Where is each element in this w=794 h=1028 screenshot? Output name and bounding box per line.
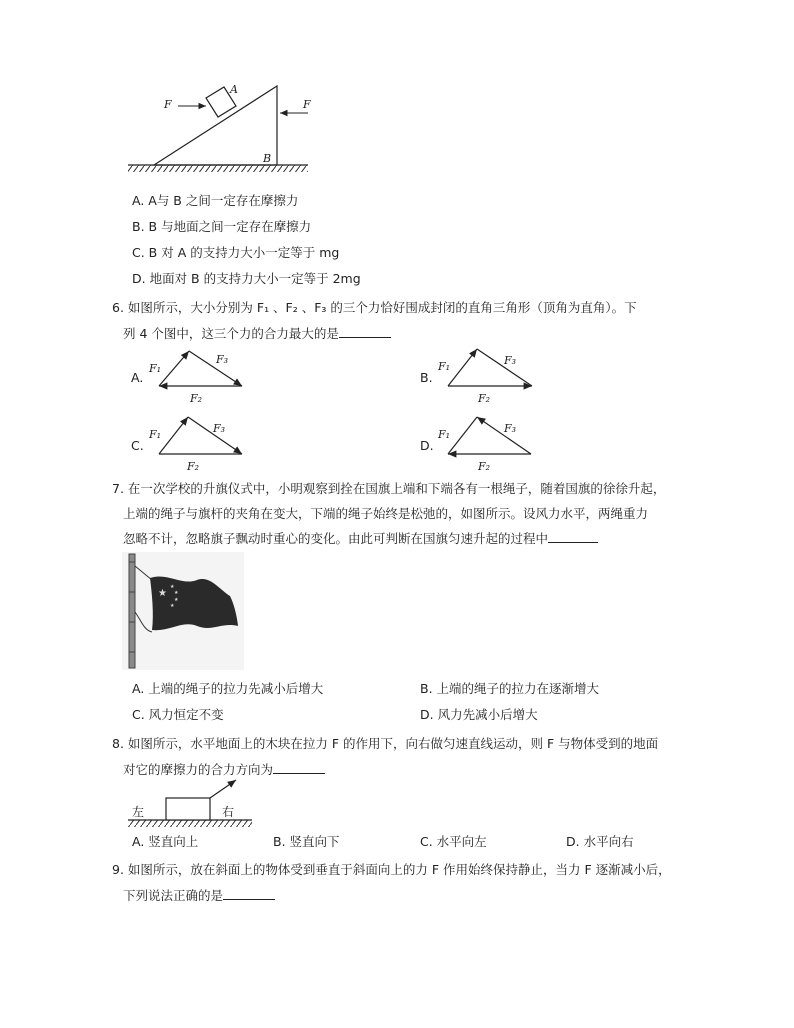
ground-hatching — [128, 165, 308, 172]
q6-option-b-triangle — [434, 344, 544, 406]
ground-hatching — [128, 820, 252, 827]
q7-stem-line3 — [123, 530, 598, 547]
label-a: A — [230, 83, 238, 96]
q8-stem-line2 — [123, 761, 325, 778]
f1-vector — [448, 417, 477, 454]
q7-option-c: C. 风力恒定不变 — [132, 707, 224, 722]
q6-option-d-letter: D. — [420, 438, 434, 453]
label-b: B — [263, 152, 272, 165]
q6-option-a-triangle — [145, 346, 255, 408]
q8-stem-text: 对它的摩擦力的合力方向为 — [123, 762, 274, 777]
wooden-block — [166, 798, 210, 820]
q8-stem-line1: 8. 如图所示，水平地面上的木块在拉力 F 的作用下，向右做匀速直线运动，则 F 与物体受到的地面 — [112, 736, 659, 751]
q5-option-b: B. B 与地面之间一定存在摩擦力 — [132, 219, 312, 234]
q9-stem-line1: 9. 如图所示，放在斜面上的物体受到垂直于斜面向上的力 F 作用始终保持静止，当力 F 逐渐减小后， — [112, 862, 671, 877]
q8-option-a: A. 竖直向上 — [132, 834, 199, 849]
f3-label: F₃ — [216, 353, 229, 366]
q5-option-c: C. B 对 A 的支持力大小一定等于 mg — [132, 245, 340, 260]
q6-stem-line1: 6. 如图所示，大小分别为 F₁ 、F₂ 、F₃ 的三个力恰好围成封闭的直角三角形（顶角为直角）。下 — [112, 300, 637, 315]
flag-star-icon: ★ — [170, 584, 175, 590]
f2-label: F₂ — [478, 392, 491, 405]
f3-label: F₃ — [213, 422, 226, 435]
f1-label: F₁ — [149, 362, 162, 375]
f2-label: F₂ — [187, 460, 200, 473]
q7-option-d: D. 风力先减小后增大 — [420, 707, 538, 722]
flag-star-icon: ★ — [158, 588, 167, 599]
f2-label: F₂ — [190, 392, 203, 405]
f2-label: F₂ — [478, 460, 491, 473]
flag-star-icon: ★ — [174, 590, 179, 596]
q5-option-a: A. A与 B 之间一定存在摩擦力 — [132, 193, 299, 208]
label-f-right: F — [303, 98, 311, 111]
f1-vector — [159, 351, 189, 386]
q7-option-a: A. 上端的绳子的拉力先减小后增大 — [132, 681, 324, 696]
q7-stem-line2: 上端的绳子与旗杆的夹角在变大，下端的绳子始终是松弛的，如图所示。设风力水平，两绳重力 — [123, 506, 649, 521]
q9-stem-text: 下列说法正确的是 — [123, 888, 224, 903]
label-right: 右 — [222, 805, 235, 819]
q6-option-c-letter: C. — [131, 438, 144, 453]
flag-star-icon: ★ — [174, 597, 179, 603]
label-left: 左 — [132, 805, 145, 819]
answer-blank — [273, 761, 325, 774]
q6-option-a-letter: A. — [131, 370, 144, 385]
f1-vector — [448, 349, 477, 386]
f1-label: F₁ — [438, 428, 451, 441]
q8-option-d: D. 水平向右 — [566, 834, 634, 849]
q9-stem-line2 — [123, 887, 275, 904]
q8-option-c: C. 水平向左 — [420, 834, 487, 849]
q7-stem-line1: 7. 在一次学校的升旗仪式中，小明观察到拴在国旗上端和下端各有一根绳子，随着国旗的徐徐升起， — [112, 481, 666, 496]
q6-stem-line2 — [123, 325, 391, 342]
f1-label: F₁ — [438, 360, 451, 373]
pull-force-arrow — [210, 780, 236, 798]
answer-blank — [548, 530, 598, 543]
answer-blank — [339, 325, 391, 338]
flag-star-icon: ★ — [170, 603, 175, 609]
f1-label: F₁ — [149, 428, 162, 441]
q5-incline-figure — [120, 78, 330, 178]
f1-vector — [159, 417, 188, 454]
answer-blank — [223, 887, 275, 900]
q6-option-d-triangle — [434, 412, 544, 474]
q6-option-b-letter: B. — [420, 370, 433, 385]
q5-option-d: D. 地面对 B 的支持力大小一定等于 2mg — [132, 271, 361, 286]
q6-stem-text: 列 4 个图中，这三个力的合力最大的是 — [123, 326, 339, 341]
flagpole — [129, 554, 135, 668]
f3-label: F₃ — [504, 354, 517, 367]
label-f-left: F — [164, 98, 172, 111]
q8-block-figure — [124, 777, 256, 831]
f3-label: F₃ — [504, 422, 517, 435]
q7-option-b: B. 上端的绳子的拉力在逐渐增大 — [420, 681, 600, 696]
q6-option-c-triangle — [145, 412, 255, 474]
q8-option-b: B. 竖直向下 — [273, 834, 340, 849]
q7-flag-figure — [122, 552, 244, 670]
q7-stem-text: 忽略不计，忽略旗子飘动时重心的变化。由此可判断在国旗匀速升起的过程中 — [123, 531, 549, 546]
